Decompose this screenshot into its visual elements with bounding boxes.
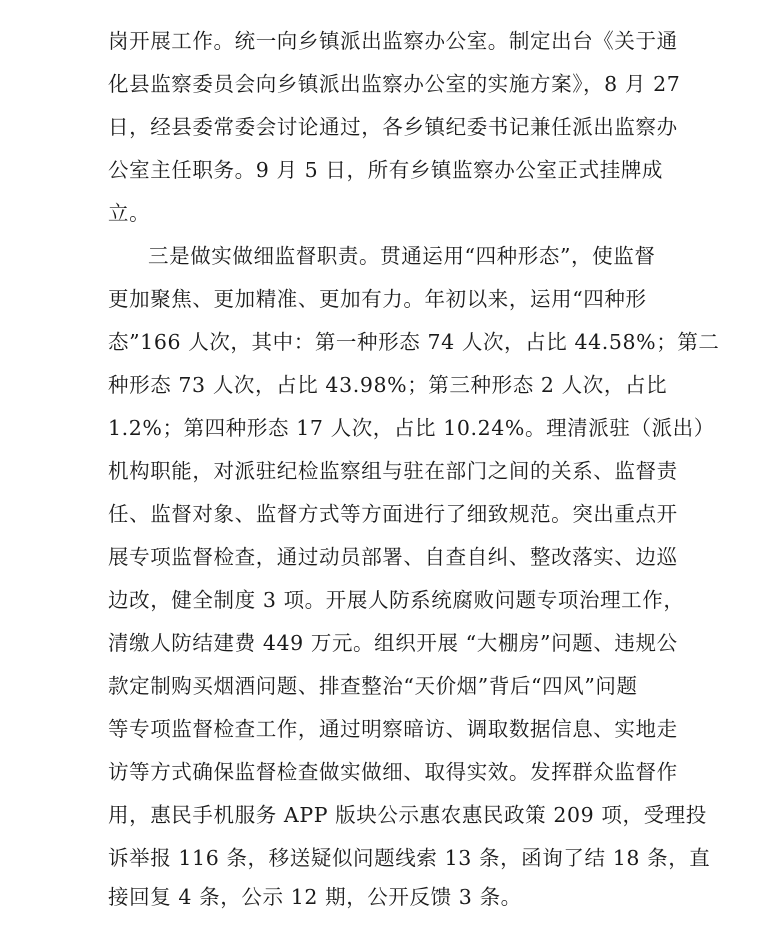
paragraph-1-line-2: 化县监察委员会向乡镇派出监察办公室的实施方案》，8 月 27 [108,72,681,96]
paragraph-1-line-4: 公室主任职务。9 月 5 日，所有乡镇监察办公室正式挂牌成 [108,158,664,182]
paragraph-2-line-2: 更加聚焦、更加精准、更加有力。年初以来，运用“四种形 [108,287,647,311]
paragraph-2-line-15: 诉举报 116 条，移送疑似问题线索 13 条，函询了结 18 条，直 [108,846,711,870]
paragraph-2-line-10: 清缴人防结建费 449 万元。组织开展 “大棚房”问题、违规公 [108,631,678,655]
paragraph-2-line-8: 展专项监督检查，通过动员部署、自查自纠、整改落实、边巡 [108,545,678,569]
paragraph-1-line-3: 日，经县委常委会讨论通过，各乡镇纪委书记兼任派出监察办 [108,115,678,139]
paragraph-2-line-3: 态”166 人次，其中：第一种形态 74 人次，占比 44.58%；第二 [108,330,720,354]
paragraph-2-line-13: 访等方式确保监督检查做实做细、取得实效。发挥群众监督作 [108,760,678,784]
paragraph-2-line-4: 种形态 73 人次，占比 43.98%；第三种形态 2 人次，占比 [108,373,668,397]
paragraph-2-line-14: 用，惠民手机服务 APP 版块公示惠农惠民政策 209 项，受理投 [108,803,707,827]
paragraph-2-line-9: 边改，健全制度 3 项。开展人防系统腐败问题专项治理工作， [108,588,685,612]
paragraph-1-line-5: 立。 [108,201,151,225]
paragraph-2-line-5: 1.2%；第四种形态 17 人次，占比 10.24%。理清派驻（派出） [108,416,715,440]
paragraph-2-line-6: 机构职能，对派驻纪检监察组与驻在部门之间的关系、监督责 [108,459,678,483]
paragraph-2-line-11: 款定制购买烟酒问题、排查整治“天价烟”背后“四风”问题 [108,674,638,698]
paragraph-2-line-7: 任、监督对象、监督方式等方面进行了细致规范。突出重点开 [108,502,678,526]
paragraph-2-line-16: 接回复 4 条，公示 12 期，公开反馈 3 条。 [108,885,522,909]
paragraph-1-line-1: 岗开展工作。统一向乡镇派出监察办公室。制定出台《关于通 [108,29,678,53]
paragraph-2-line-12: 等专项监督检查工作，通过明察暗访、调取数据信息、实地走 [108,717,678,741]
paragraph-2-line-1: 三是做实做细监督职责。贯通运用“四种形态”，使监督 [148,244,656,268]
